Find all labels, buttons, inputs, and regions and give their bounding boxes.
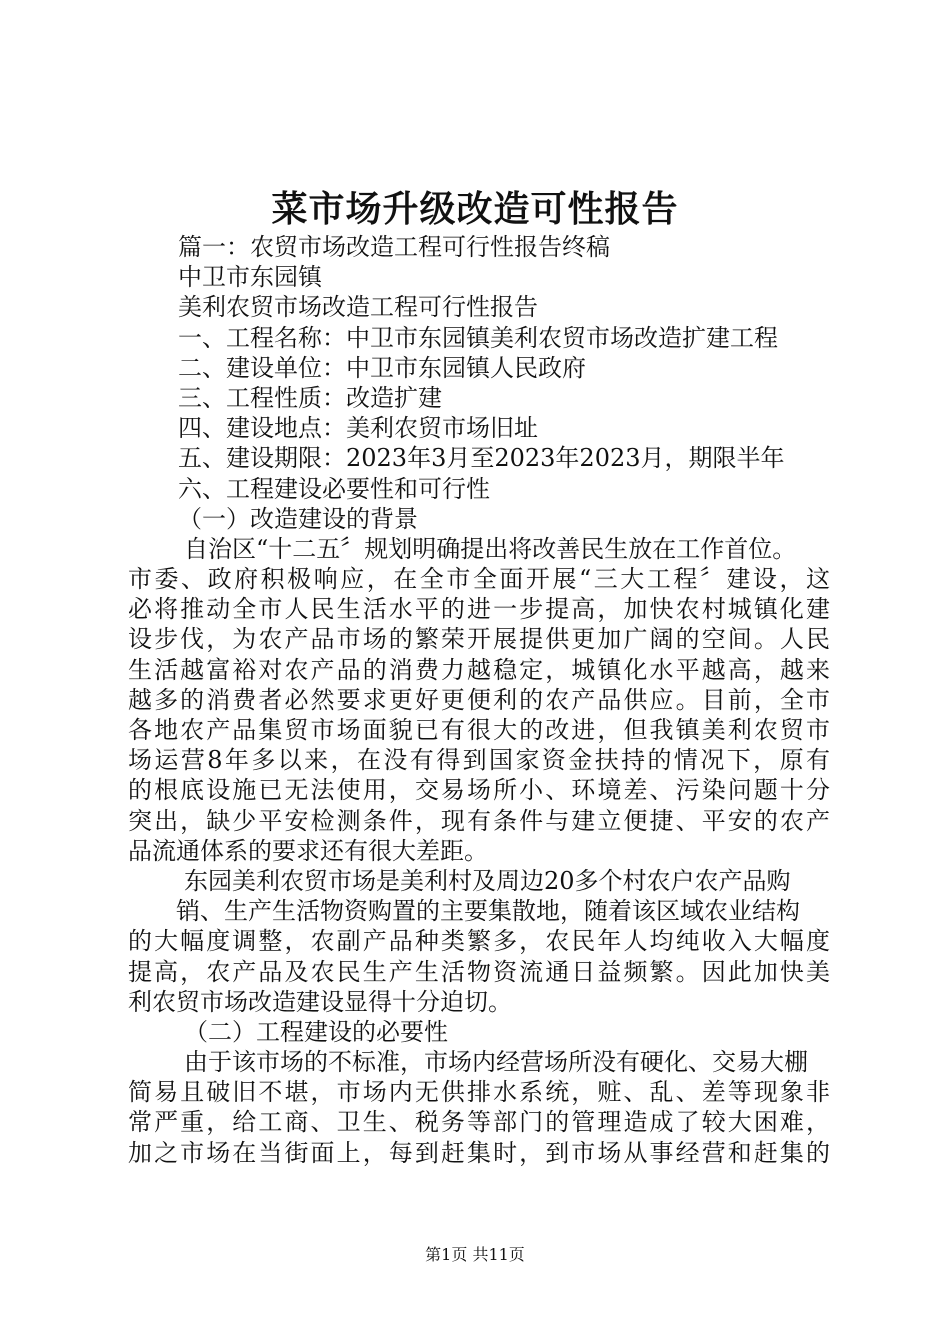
text-line: 四、建设地点：美利农贸市场旧址 (178, 414, 538, 443)
paragraph-line: 越多的消费者必然要求更好更便利的农产品供应。目前，全市 (128, 685, 830, 714)
paragraph-line: 市委、政府积极响应，在全市全面开展“三大工程〞建设，这 (128, 565, 830, 594)
paragraph-line: 必将推动全市人民生活水平的进一步提高，加快农村城镇化建 (128, 595, 830, 624)
paragraph-line: 品流通体系的要求还有很大差距。 (128, 836, 488, 865)
text-line: 三、工程性质：改造扩建 (178, 383, 442, 412)
text-line: 五、建设期限：2023年3月至2023年2023月，期限半年 (178, 444, 785, 473)
paragraph-line: 销、生产生活物资购置的主要集散地，随着该区域农业结构 (176, 897, 800, 926)
paragraph-line: 东园美利农贸市场是美利村及周边20多个村农户农产品购 (184, 866, 791, 895)
paragraph-line: 加之市场在当街面上，每到赶集时，到市场从事经营和赶集的 (128, 1138, 830, 1167)
paragraph-line: 简易且破旧不堪，市场内无供排水系统，赃、乱、差等现象非 (128, 1078, 830, 1107)
paragraph-line: 提高，农产品及农民生产生活物资流通日益频繁。因此加快美 (128, 957, 830, 986)
paragraph-line: 的大幅度调整，农副产品种类繁多，农民年人均纯收入大幅度 (128, 927, 830, 956)
paragraph-line: 的根底设施已无法使用，交易场所小、环境差、污染问题十分 (128, 776, 830, 805)
paragraph-line: 场运营8年多以来，在没有得到国家资金扶持的情况下，原有 (128, 746, 830, 775)
text-line: 一、工程名称：中卫市东园镇美利农贸市场改造扩建工程 (178, 323, 778, 352)
paragraph-line: 由于该市场的不标准，市场内经营场所没有硬化、交易大棚 (184, 1048, 808, 1077)
paragraph-line: 突出，缺少平安检测条件，现有条件与建立便捷、平安的农产 (128, 806, 830, 835)
document-body (128, 232, 830, 1168)
paragraph-line: 各地农产品集贸市场面貌已有很大的改进，但我镇美利农贸市 (128, 716, 830, 744)
paragraph-line: 自治区“十二五〞规划明确提出将改善民生放在工作首位。 (184, 534, 797, 563)
text-line: 六、工程建设必要性和可行性 (178, 474, 490, 503)
paragraph-line: 设步伐，为农产品市场的繁荣开展提供更加广阔的空间。人民 (128, 625, 830, 654)
text-line: 美利农贸市场改造工程可行性报告 (178, 293, 538, 322)
paragraph-line: 常严重，给工商、卫生、税务等部门的管理造成了较大困难， (128, 1108, 830, 1137)
document-title: 菜市场升级改造可性报告 (271, 188, 679, 230)
text-line: 中卫市东园镇 (178, 263, 322, 292)
section-heading: 篇一：农贸市场改造工程可行性报告终稿 (178, 233, 610, 261)
subsection-heading: （一）改造建设的背景 (178, 504, 418, 533)
page-footer: 第1页 共11页 (425, 1245, 525, 1264)
text-line: 二、建设单位：中卫市东园镇人民政府 (178, 353, 586, 382)
paragraph-line: 生活越富裕对农产品的消费力越稳定，城镇化水平越高，越来 (128, 655, 830, 684)
paragraph-line: 利农贸市场改造建设显得十分迫切。 (128, 987, 512, 1016)
subsection-heading: （二）工程建设的必要性 (184, 1017, 448, 1046)
